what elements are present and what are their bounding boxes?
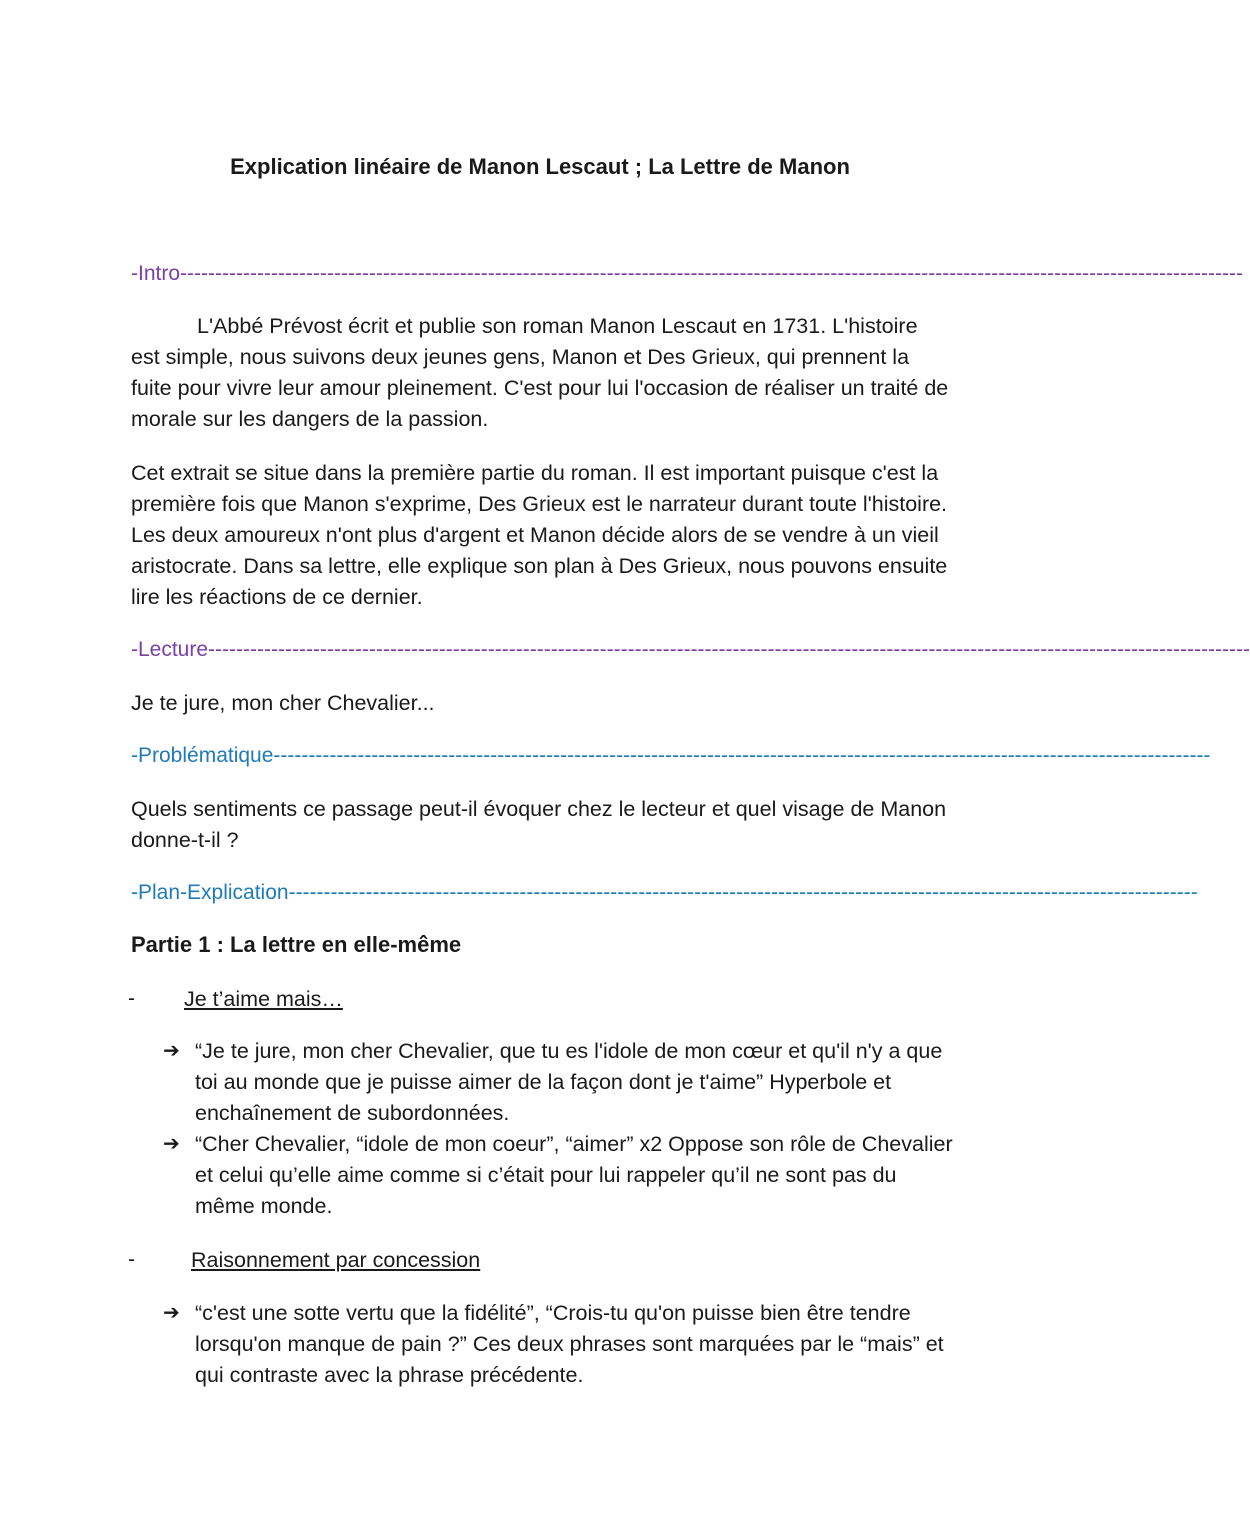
section-heading-plan: -Plan-Explication----------------------------------------------------------------------------------------------------------------------------------	[131, 881, 1198, 904]
problematique-text: Quels sentiments ce passage peut-il évoquer chez le lecteur et quel visage de Manon donne-t-il ?	[131, 797, 947, 852]
subsection-title-2: Raisonnement par concession	[191, 1248, 481, 1272]
list-item	[163, 1036, 953, 1129]
list-item	[163, 1298, 953, 1391]
arrow-right-icon: ➔	[163, 1133, 180, 1155]
bullet-text: “Je te jure, mon cher Chevalier, que tu es l'idole de mon cœur et qu'il n'y a que toi au monde que je puisse aimer de la façon dont je t'aime” Hyperbole et enchaînement de subordonnées.	[195, 1039, 943, 1125]
dash-marker: -	[128, 1248, 135, 1271]
intro-paragraph-2: Cet extrait se situe dans la première partie du roman. Il est important puisque c'est la première fois que Manon s'exprime, Des Grieux est le narrateur durant toute l'histoire. Les deux amoureux n'ont plus d'argent et Manon décide alors de se vendre à un vieil aristocrate. Dans sa lettre, elle explique son plan à Des Grieux, nous pouvons ensuite lire les réactions de ce dernier.	[131, 461, 948, 609]
bullet-text: “Cher Chevalier, “idole de mon coeur”, “aimer” x2 Oppose son rôle de Chevalier et celui qu’elle aime comme si c’était pour lui rappeler qu’il ne sont pas du même monde.	[195, 1132, 953, 1218]
section-heading-intro: -Intro--------------------------------------------------------------------------------------------------------------------------------------------------------	[131, 262, 1243, 285]
dash-marker: -	[128, 987, 135, 1010]
lecture-text: Je te jure, mon cher Chevalier...	[131, 691, 435, 715]
bullet-list-1	[163, 1036, 953, 1222]
bullet-list-2	[163, 1298, 953, 1391]
subsection-title-1: Je t’aime mais…	[184, 987, 343, 1011]
arrow-right-icon: ➔	[163, 1040, 180, 1062]
document-title: Explication linéaire de Manon Lescaut ; La Lettre de Manon	[230, 154, 850, 179]
list-item	[163, 1129, 953, 1222]
section-heading-problematique: -Problématique--------------------------------------------------------------------------------------------------------------------------------------	[131, 744, 1211, 767]
bullet-text: “c'est une sotte vertu que la fidélité”, “Crois-tu qu'on puisse bien être tendre lorsqu'on manque de pain ?” Ces deux phrases sont marquées par le “mais” et qui contraste avec la phrase précédente.	[195, 1301, 944, 1387]
arrow-right-icon: ➔	[163, 1302, 180, 1324]
intro-paragraph-1: L'Abbé Prévost écrit et publie son roman Manon Lescaut en 1731. L'histoire est simple, nous suivons deux jeunes gens, Manon et Des Grieux, qui prennent la fuite pour vivre leur amour pleinement. C'est pour lui l'occasion de réaliser un traité de morale sur les dangers de la passion.	[131, 314, 949, 431]
part-1-title: Partie 1 : La lettre en elle-même	[131, 932, 462, 957]
section-heading-lecture: -Lecture-----------------------------------------------------------------------------------------------------------------------------------------------------	[131, 638, 1250, 661]
